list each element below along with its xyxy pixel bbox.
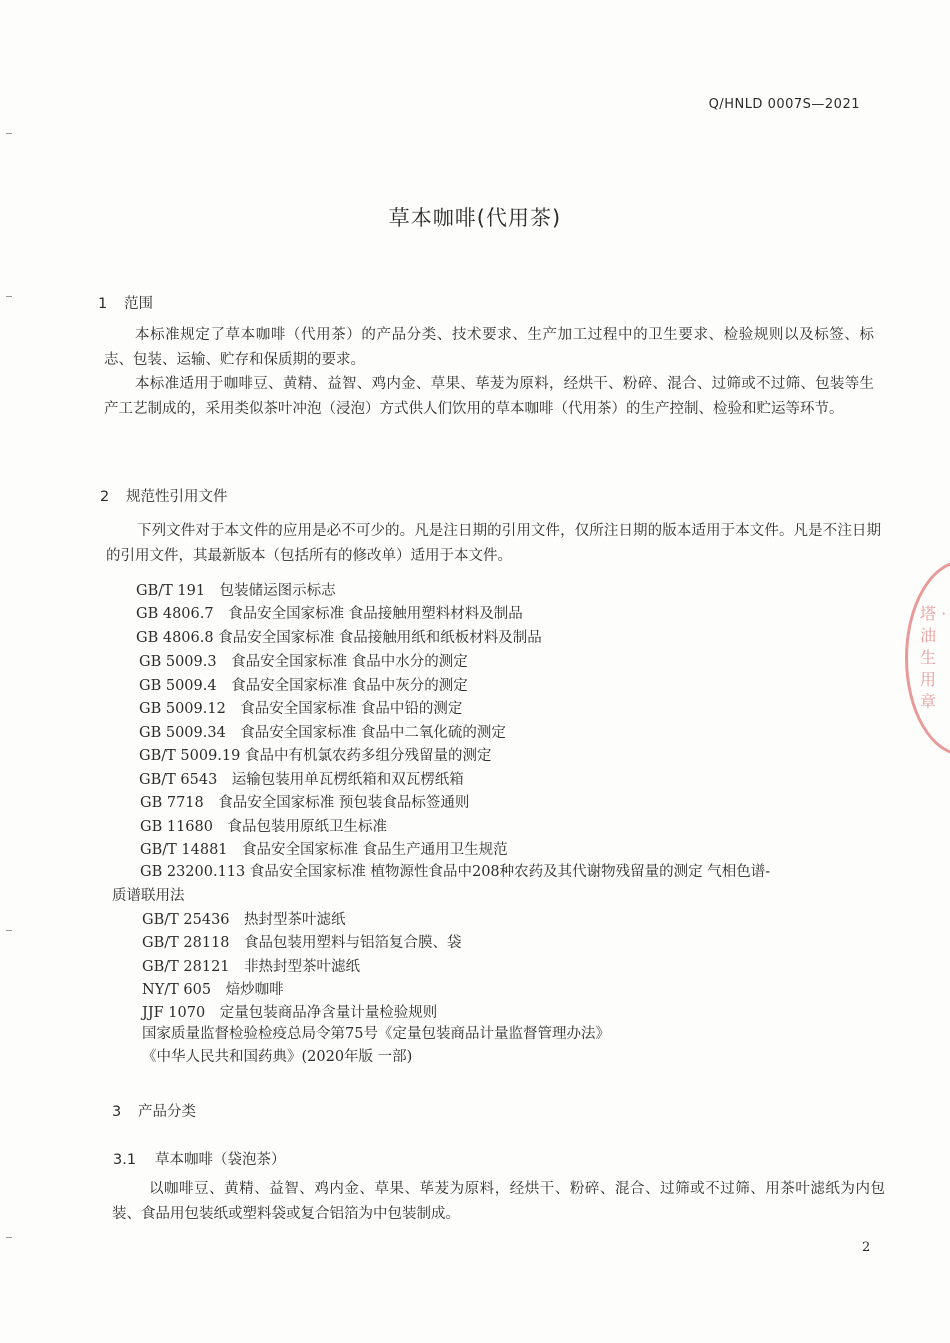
section-number: 3 (112, 1104, 122, 1120)
reference-item-continued: 质谱联用法 (112, 888, 185, 904)
scan-mark (6, 930, 12, 931)
reference-item: GB/T 28121 非热封型茶叶滤纸 (142, 959, 361, 975)
section-title: 产品分类 (138, 1104, 196, 1120)
reference-item: GB/T 25436 热封型茶叶滤纸 (142, 912, 346, 928)
scope-paragraph-1: 本标准规定了草本咖啡（代用茶）的产品分类、技术要求、生产加工过程中的卫生要求、检验规则以及标签、标志、包装、运输、贮存和保质期的要求。 (104, 327, 874, 368)
reference-item: GB/T 191 包装储运图示标志 (136, 583, 336, 599)
reference-item: 《中华人民共和国药典》(2020年版 一部) (142, 1049, 413, 1065)
section-number: 2 (100, 489, 110, 505)
subsection-number: 3.1 (113, 1152, 137, 1168)
reference-item: GB/T 14881 食品安全国家标准 食品生产通用卫生规范 (140, 842, 508, 858)
document-title: 草本咖啡(代用茶) (388, 206, 562, 230)
section-number: 1 (98, 296, 108, 312)
reference-item: GB 5009.34 食品安全国家标准 食品中二氧化硫的测定 (139, 725, 506, 741)
reference-item: GB 5009.3 食品安全国家标准 食品中水分的测定 (139, 654, 468, 670)
page-number: 2 (862, 1240, 871, 1255)
reference-item: GB 5009.4 食品安全国家标准 食品中灰分的测定 (139, 678, 468, 694)
section-title: 规范性引用文件 (126, 489, 228, 505)
reference-item: GB 4806.7 食品安全国家标准 食品接触用塑料材料及制品 (136, 606, 523, 622)
subsection-heading-bag-tea (113, 1148, 286, 1169)
scan-mark (6, 133, 12, 134)
section-heading-references (100, 485, 228, 506)
section-heading-scope (98, 292, 153, 313)
reference-item: 国家质量监督检验检疫总局令第75号《定量包装商品计量监督管理办法》 (142, 1026, 610, 1042)
scan-mark (6, 1237, 12, 1238)
bag-tea-paragraph: 以咖啡豆、黄精、益智、鸡内金、草果、荜茇为原料，经烘干、粉碎、混合、过筛或不过筛、用茶叶滤纸为内包装、食品用包装纸或塑料袋或复合铝箔为中包装制成。 (112, 1181, 885, 1222)
reference-item: GB/T 6543 运输包装用单瓦楞纸箱和双瓦楞纸箱 (139, 772, 464, 788)
reference-item: NY/T 605 焙炒咖啡 (142, 982, 284, 998)
subsection-title: 草本咖啡（袋泡茶） (155, 1152, 286, 1168)
seal-text: 塔 ·油生用章 (920, 604, 947, 711)
reference-item: GB 23200.113 食品安全国家标准 植物源性食品中208种农药及其代谢物残留量的测定 气相色谱- (140, 864, 771, 880)
section-heading-classification (112, 1100, 196, 1121)
reference-item: GB 11680 食品包装用原纸卫生标准 (140, 819, 387, 835)
section-title: 范围 (124, 296, 153, 312)
standard-code: Q/HNLD 0007S—2021 (708, 97, 860, 112)
reference-item: GB 5009.12 食品安全国家标准 食品中铅的测定 (139, 701, 463, 717)
reference-item: GB/T 28118 食品包装用塑料与铝箔复合膜、袋 (142, 935, 462, 951)
scope-paragraph-2: 本标准适用于咖啡豆、黄精、益智、鸡内金、草果、荜茇为原料，经烘干、粉碎、混合、过筛或不过筛、包装等生产工艺制成的，采用类似茶叶冲泡（浸泡）方式供人们饮用的草本咖啡（代用茶）的生产控制、检验和贮运等环节。 (104, 376, 874, 417)
reference-item: GB 4806.8 食品安全国家标准 食品接触用纸和纸板材料及制品 (136, 630, 542, 646)
references-intro: 下列文件对于本文件的应用是必不可少的。凡是注日期的引用文件，仅所注日期的版本适用于本文件。凡是不注日期的引用文件，其最新版本（包括所有的修改单）适用于本文件。 (106, 523, 881, 564)
reference-item: GB/T 5009.19 食品中有机氯农药多组分残留量的测定 (139, 748, 492, 764)
reference-item: GB 7718 食品安全国家标准 预包装食品标签通则 (140, 795, 470, 811)
official-seal (905, 560, 950, 756)
scan-mark (6, 296, 12, 297)
reference-item: JJF 1070 定量包装商品净含量计量检验规则 (142, 1005, 438, 1021)
